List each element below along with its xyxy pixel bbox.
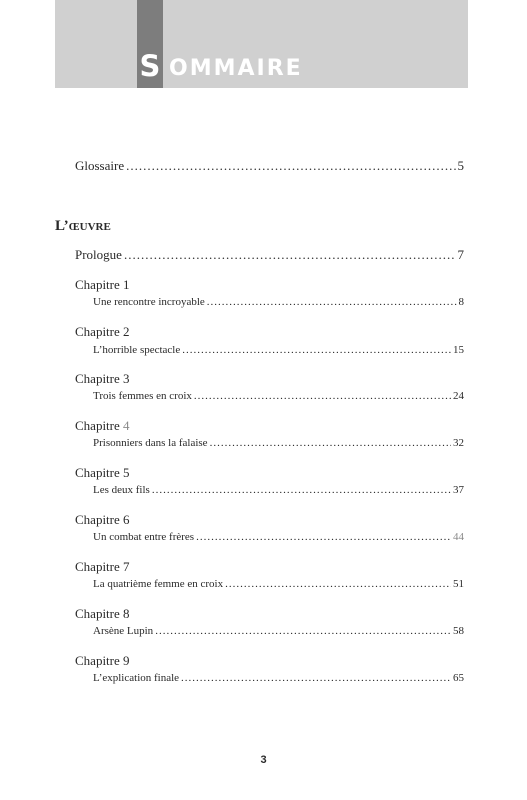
- dot-leader: [181, 672, 451, 684]
- dot-leader: [124, 247, 456, 263]
- toc-entry-page: 24: [453, 390, 464, 402]
- dot-leader: [182, 344, 451, 356]
- chapter-heading: Chapitre 8: [75, 606, 130, 621]
- toc-entry-page: 58: [453, 625, 464, 637]
- chapter-heading-word: Chapitre: [75, 418, 120, 433]
- chapter-heading: [75, 418, 130, 434]
- toc-entry-label: Trois femmes en croix: [93, 390, 192, 402]
- dot-leader: [152, 484, 451, 496]
- toc-entry-label: Les deux fils: [93, 484, 150, 496]
- dot-leader: [225, 578, 451, 590]
- chapter-heading: Chapitre 7: [75, 559, 130, 574]
- toc-entry-chapter[interactable]: [93, 625, 464, 637]
- page-title-initial: S: [139, 49, 161, 83]
- dot-leader: [207, 296, 457, 308]
- chapter-heading: Chapitre 6: [75, 512, 130, 527]
- toc-entry-label: L’explication finale: [93, 672, 180, 684]
- toc-entry-label: Prisonniers dans la falaise: [93, 437, 208, 449]
- toc-entry-label: Une rencontre incroyable: [93, 296, 205, 308]
- toc-entry-chapter[interactable]: [93, 390, 464, 402]
- toc-entry-prologue[interactable]: [75, 247, 464, 263]
- toc-entry-label: La quatrième femme en croix: [93, 578, 224, 590]
- toc-entry-glossary[interactable]: [75, 158, 464, 174]
- chapter-heading: Chapitre 9: [75, 653, 130, 668]
- toc-entry-page: 44: [453, 531, 464, 543]
- chapter-heading: Chapitre 5: [75, 465, 130, 480]
- chapter-heading: Chapitre 1: [75, 277, 130, 292]
- dot-leader: [155, 625, 451, 637]
- toc-entry-chapter[interactable]: [93, 484, 464, 496]
- toc-entry-chapter[interactable]: [93, 296, 464, 308]
- dot-leader: [194, 390, 451, 402]
- chapter-heading-number: 4: [123, 418, 130, 433]
- toc-entry-page: 8: [458, 296, 464, 308]
- toc-entry-page: 37: [453, 484, 464, 496]
- toc-entry-label: L’horrible spectacle: [93, 344, 181, 356]
- toc-entry-chapter[interactable]: [93, 437, 464, 449]
- toc-entry-chapter[interactable]: [93, 531, 464, 543]
- toc-entry-chapter[interactable]: [93, 672, 464, 684]
- toc-entry-page: 5: [457, 158, 464, 173]
- toc-entry-page: 51: [453, 578, 464, 590]
- toc-entry-page: 7: [457, 247, 464, 262]
- page-number: 3: [260, 754, 267, 766]
- toc-entry-page: 32: [453, 437, 464, 449]
- chapter-heading: Chapitre 3: [75, 371, 130, 386]
- toc-entry-label: Un combat entre frères: [93, 531, 195, 543]
- toc-entry-chapter[interactable]: [93, 578, 464, 590]
- toc-entry-label: Arsène Lupin: [93, 625, 154, 637]
- toc-entry-label: Glossaire: [75, 158, 125, 173]
- toc-entry-label: Prologue: [75, 247, 122, 262]
- toc-entry-page: 15: [453, 344, 464, 356]
- toc-entry-chapter[interactable]: [93, 344, 464, 356]
- toc-entry-page: 65: [453, 672, 464, 684]
- section-title: L’œuvre: [55, 218, 111, 234]
- page-title: OMMAIRE: [169, 56, 303, 81]
- dot-leader: [210, 437, 451, 449]
- dot-leader: [126, 158, 455, 174]
- chapter-heading: Chapitre 2: [75, 324, 130, 339]
- dot-leader: [196, 531, 451, 543]
